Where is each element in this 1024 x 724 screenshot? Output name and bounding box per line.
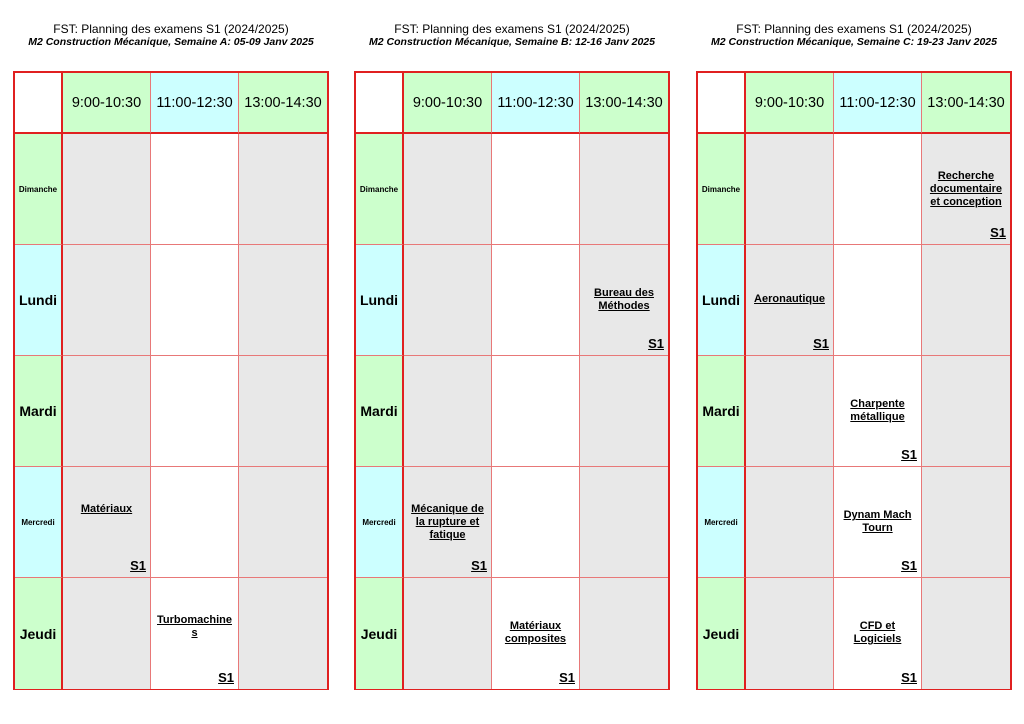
exam-name: Aeronautique: [754, 293, 825, 305]
slot-header-3: 13:00-14:30: [239, 73, 327, 134]
week-c-title: FST: Planning des examens S1 (2024/2025): [736, 22, 972, 36]
exam-name: Bureau des Méthodes: [594, 287, 654, 312]
slot-header-3: 13:00-14:30: [922, 73, 1010, 134]
schedule-cell: [492, 134, 580, 245]
week-c-subtitle: M2 Construction Mécanique, Semaine C: 19-23 Janv 2025: [711, 36, 997, 48]
exam-name: Turbomachines: [157, 614, 232, 639]
day-label-mercredi: Mercredi: [356, 467, 404, 578]
day-label-mercredi: Mercredi: [698, 467, 746, 578]
week-c-schedule-grid: [696, 71, 1012, 690]
exam-name: CFD et Logiciels: [853, 620, 902, 645]
schedule-cell: [746, 134, 834, 245]
slot-header-2: 11:00-12:30: [492, 73, 580, 134]
schedule-cell: [404, 578, 492, 689]
exam-cell: [492, 578, 580, 689]
week-b-title: FST: Planning des examens S1 (2024/2025): [394, 22, 630, 36]
day-label-dimanche: Dimanche: [356, 134, 404, 245]
week-a-title: FST: Planning des examens S1 (2024/2025): [53, 22, 289, 36]
schedule-cell: [239, 134, 327, 245]
exam-name: Dynam Mach Tourn: [843, 509, 912, 534]
exam-name: Matériaux: [80, 503, 133, 515]
schedule-cell: [580, 134, 668, 245]
day-label-mardi: Mardi: [356, 356, 404, 467]
schedule-cell: [580, 356, 668, 467]
schedule-cell: [404, 356, 492, 467]
exam-name: Matériaux composites: [504, 620, 567, 645]
schedule-cell: [834, 134, 922, 245]
schedule-cell: [404, 245, 492, 356]
corner-cell: [698, 73, 746, 134]
slot-header-2: 11:00-12:30: [151, 73, 239, 134]
schedule-cell: [404, 134, 492, 245]
slot-header-2: 11:00-12:30: [834, 73, 922, 134]
corner-cell: [356, 73, 404, 134]
exam-semester: S1: [990, 225, 1006, 240]
exam-cell: [922, 134, 1010, 245]
exam-cell: [580, 245, 668, 356]
exam-semester: S1: [901, 670, 917, 685]
schedule-cell: [63, 134, 151, 245]
slot-header-1: 9:00-10:30: [63, 73, 151, 134]
day-label-jeudi: Jeudi: [15, 578, 63, 689]
schedule-cell: [63, 578, 151, 689]
schedule-cell: [922, 467, 1010, 578]
slot-header-1: 9:00-10:30: [746, 73, 834, 134]
day-label-jeudi: Jeudi: [698, 578, 746, 689]
day-label-mercredi: Mercredi: [15, 467, 63, 578]
schedule-cell: [151, 245, 239, 356]
schedule-cell: [239, 467, 327, 578]
exam-cell: [746, 245, 834, 356]
day-label-mardi: Mardi: [698, 356, 746, 467]
exam-name: Recherche documentaire et conception: [929, 170, 1003, 208]
schedule-cell: [492, 245, 580, 356]
exam-semester: S1: [471, 558, 487, 573]
week-b-subtitle: M2 Construction Mécanique, Semaine B: 12-16 Janv 2025: [369, 36, 655, 48]
exam-semester: S1: [130, 558, 146, 573]
schedule-cell: [834, 245, 922, 356]
schedule-cell: [63, 245, 151, 356]
week-a-subtitle: M2 Construction Mécanique, Semaine A: 05-09 Janv 2025: [28, 36, 314, 48]
schedule-cell: [922, 356, 1010, 467]
schedule-cell: [492, 356, 580, 467]
slot-header-1: 9:00-10:30: [404, 73, 492, 134]
exam-semester: S1: [218, 670, 234, 685]
day-label-lundi: Lundi: [15, 245, 63, 356]
schedule-cell: [580, 467, 668, 578]
schedule-cell: [746, 467, 834, 578]
week-b-schedule-grid: [354, 71, 670, 690]
corner-cell: [15, 73, 63, 134]
schedule-cell: [239, 245, 327, 356]
exam-cell: [834, 578, 922, 689]
schedule-cell: [239, 578, 327, 689]
day-label-lundi: Lundi: [698, 245, 746, 356]
day-label-lundi: Lundi: [356, 245, 404, 356]
week-a-schedule-grid: [13, 71, 329, 690]
schedule-cell: [746, 578, 834, 689]
exam-cell: [834, 356, 922, 467]
day-label-dimanche: Dimanche: [15, 134, 63, 245]
schedule-cell: [922, 578, 1010, 689]
exam-cell: [404, 467, 492, 578]
schedule-cell: [63, 356, 151, 467]
exam-cell: [834, 467, 922, 578]
exam-name: Mécanique de la rupture et fatique: [411, 503, 484, 541]
day-label-mardi: Mardi: [15, 356, 63, 467]
slot-header-3: 13:00-14:30: [580, 73, 668, 134]
exam-semester: S1: [648, 336, 664, 351]
schedule-cell: [151, 134, 239, 245]
schedule-cell: [746, 356, 834, 467]
exam-semester: S1: [901, 558, 917, 573]
schedule-cell: [580, 578, 668, 689]
day-label-jeudi: Jeudi: [356, 578, 404, 689]
exam-semester: S1: [813, 336, 829, 351]
exam-semester: S1: [559, 670, 575, 685]
schedule-cell: [151, 356, 239, 467]
schedule-cell: [492, 467, 580, 578]
schedule-cell: [151, 467, 239, 578]
day-label-dimanche: Dimanche: [698, 134, 746, 245]
schedule-cell: [922, 245, 1010, 356]
exam-cell: [151, 578, 239, 689]
schedule-cell: [239, 356, 327, 467]
exam-cell: [63, 467, 151, 578]
exam-semester: S1: [901, 447, 917, 462]
exam-name: Charpente métallique: [850, 398, 905, 423]
